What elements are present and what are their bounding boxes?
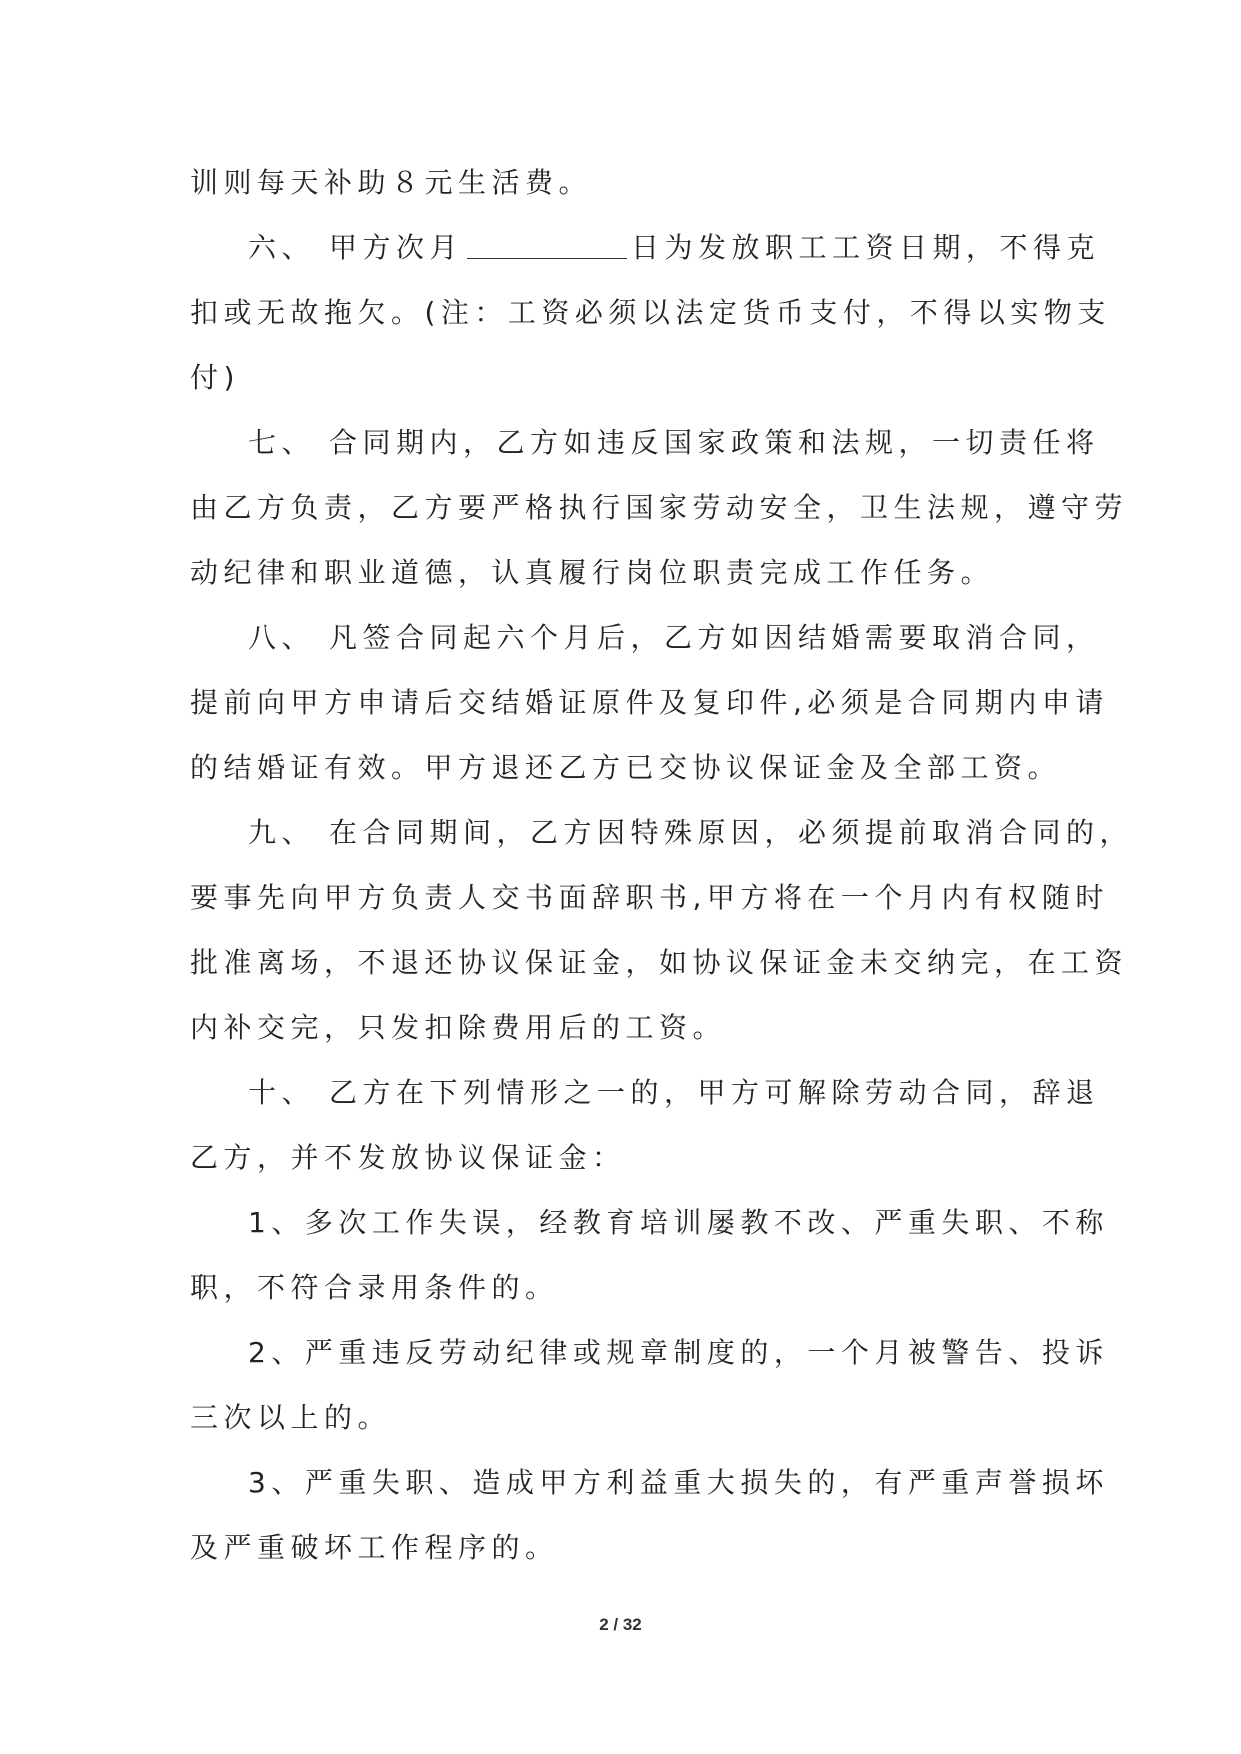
list-item-line: 1、多次工作失误，经教育培训屡教不改、严重失职、不称 bbox=[248, 1206, 1109, 1239]
clause-text: 乙方在下列情形之一的，甲方可解除劳动合同，辞退 bbox=[329, 1076, 1100, 1109]
paragraph-line: 要事先向甲方负责人交书面辞职书,甲方将在一个月内有权随时 bbox=[190, 881, 1109, 914]
paragraph-line: 及严重破坏工作程序的。 bbox=[190, 1531, 559, 1564]
clause-text: 在合同期间，乙方因特殊原因，必须提前取消合同的， bbox=[329, 816, 1134, 849]
list-item-line: 2、严重违反劳动纪律或规章制度的，一个月被警告、投诉 bbox=[248, 1336, 1109, 1369]
paragraph-line: 动纪律和职业道德，认真履行岗位职责完成工作任务。 bbox=[190, 556, 995, 589]
paragraph-line: 乙方，并不发放协议保证金： bbox=[190, 1141, 626, 1174]
paragraph-line bbox=[190, 410, 1100, 475]
paragraph-line: 由乙方负责，乙方要严格执行国家劳动安全，卫生法规，遵守劳 bbox=[190, 491, 1129, 524]
paragraph-line: 的结婚证有效。甲方退还乙方已交协议保证金及全部工资。 bbox=[190, 751, 1062, 784]
clause-number: 十、 bbox=[248, 1076, 316, 1109]
document-body bbox=[190, 150, 1134, 1580]
paragraph-line: 批准离场，不退还协议保证金，如协议保证金未交纳完，在工资 bbox=[190, 946, 1129, 979]
clause-text: 合同期内，乙方如违反国家政策和法规，一切责任将 bbox=[329, 426, 1100, 459]
paragraph-line: 内补交完，只发扣除费用后的工资。 bbox=[190, 1011, 727, 1044]
paragraph-line: 训则每天补助８元生活费。 bbox=[190, 166, 593, 199]
clause-text: 凡签合同起六个月后，乙方如因结婚需要取消合同， bbox=[329, 621, 1100, 654]
paragraph-line bbox=[190, 1060, 1100, 1125]
paragraph-line: 三次以上的。 bbox=[190, 1401, 392, 1434]
list-item-line: 3、严重失职、造成甲方利益重大损失的，有严重声誉损坏 bbox=[248, 1466, 1109, 1499]
paragraph-line: 扣或无故拖欠。(注：工资必须以法定货币支付，不得以实物支 bbox=[190, 296, 1111, 329]
clause-number: 八、 bbox=[248, 621, 316, 654]
clause-number: 七、 bbox=[248, 426, 316, 459]
paragraph-line bbox=[190, 215, 1101, 280]
clause-number: 九、 bbox=[248, 816, 316, 849]
paragraph-line: 付) bbox=[190, 361, 240, 394]
paragraph-line bbox=[190, 605, 1100, 670]
paragraph-line: 提前向甲方申请后交结婚证原件及复印件,必须是合同期内申请 bbox=[190, 686, 1109, 719]
paragraph-line: 职，不符合录用条件的。 bbox=[190, 1271, 559, 1304]
fill-in-blank bbox=[467, 234, 627, 259]
paragraph-line bbox=[190, 800, 1134, 865]
clause-number: 六、 bbox=[248, 231, 316, 264]
page-number: 2 / 32 bbox=[599, 1615, 642, 1634]
clause-text: 甲方次月 bbox=[329, 231, 464, 264]
clause-text: 日为发放职工工资日期，不得克 bbox=[631, 231, 1101, 264]
